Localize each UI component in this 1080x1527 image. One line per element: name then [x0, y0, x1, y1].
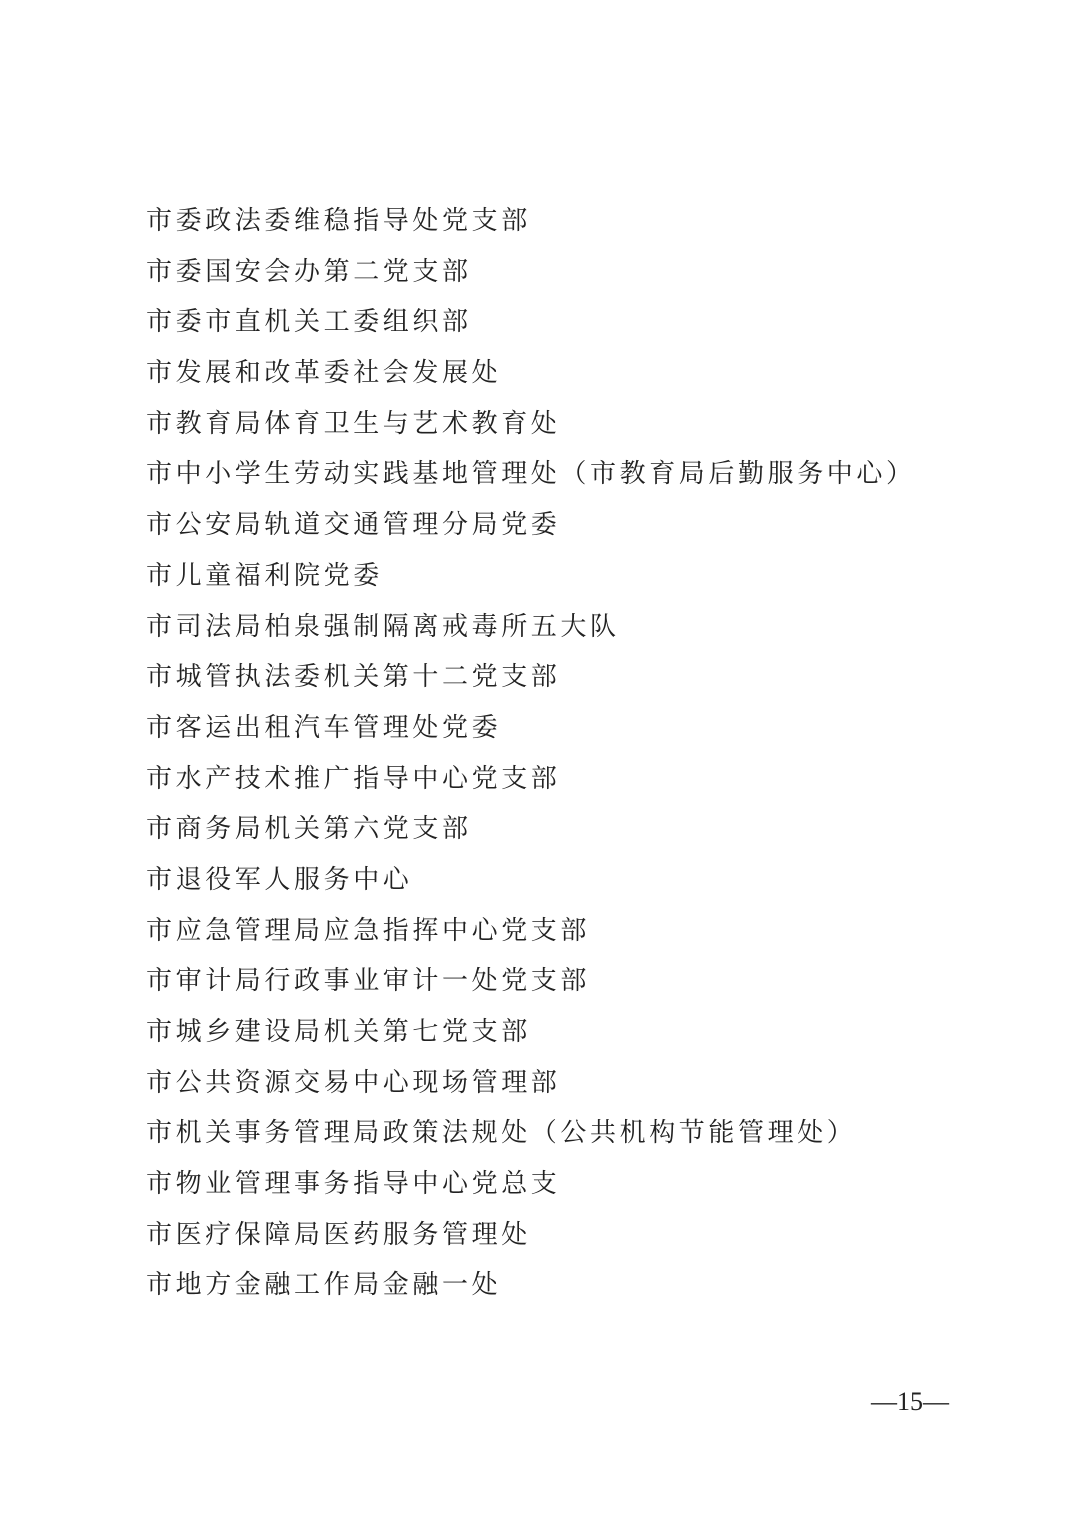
list-item: 市水产技术推广指导中心党支部 — [146, 763, 561, 794]
list-item: 市医疗保障局医药服务管理处 — [146, 1219, 531, 1250]
list-item: 市发展和改革委社会发展处 — [146, 358, 502, 389]
organization-list — [146, 196, 916, 1311]
list-item: 市中小学生劳动实践基地管理处（市教育局后勤服务中心） — [146, 459, 916, 490]
list-item: 市公共资源交易中心现场管理部 — [146, 1067, 561, 1098]
list-item: 市委政法委维稳指导处党支部 — [146, 206, 531, 236]
list-item: 市委国安会办第二党支部 — [146, 256, 472, 287]
list-item: 市机关事务管理局政策法规处（公共机构节能管理处） — [146, 1118, 857, 1149]
page-number: —15— — [871, 1387, 949, 1416]
list-item: 市儿童福利院党委 — [146, 560, 383, 591]
list-item: 市审计局行政事业审计一处党支部 — [146, 966, 591, 997]
list-item: 市物业管理事务指导中心党总支 — [146, 1169, 561, 1200]
list-item: 市商务局机关第六党支部 — [146, 814, 472, 845]
list-item: 市教育局体育卫生与艺术教育处 — [146, 408, 561, 439]
list-item: 市地方金融工作局金融一处 — [146, 1270, 502, 1301]
list-item: 市客运出租汽车管理处党委 — [146, 712, 502, 743]
list-item: 市退役军人服务中心 — [146, 864, 413, 895]
list-item: 市公安局轨道交通管理分局党委 — [146, 510, 561, 541]
list-item: 市应急管理局应急指挥中心党支部 — [146, 915, 591, 946]
list-item: 市委市直机关工委组织部 — [146, 307, 472, 338]
list-item: 市城乡建设局机关第七党支部 — [146, 1017, 531, 1047]
list-item: 市城管执法委机关第十二党支部 — [146, 662, 561, 693]
list-item: 市司法局柏泉强制隔离戒毒所五大队 — [146, 611, 620, 642]
